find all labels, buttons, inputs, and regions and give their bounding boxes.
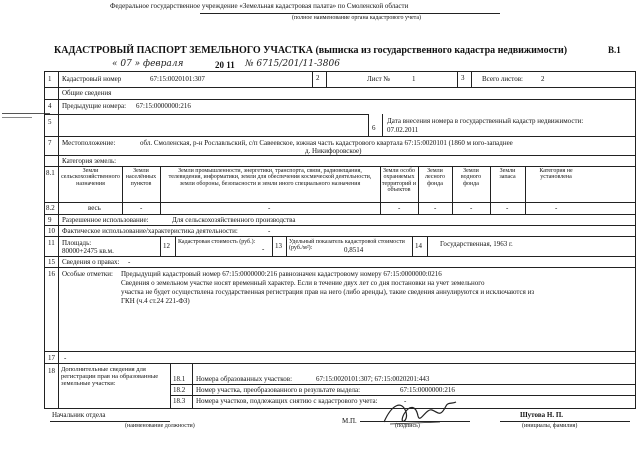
signature-note: (подпись): [395, 423, 420, 429]
special-marks-label: Особые отметки:: [62, 270, 113, 278]
agency-note: (полное наименование органа кадастрового учета): [292, 15, 422, 21]
item-18-1-value: 67:15:0020101:307; 67:15:0020201:443: [316, 375, 430, 383]
general-title: Общие сведения: [62, 89, 112, 97]
handwritten-number: № 6715/201/11-3806: [245, 59, 340, 69]
position-note: (наименование должности): [125, 423, 195, 429]
agency-name: Федеральное государственное учреждение «Земельная кадастровая палата» по Смоленской области: [110, 2, 409, 10]
total-value: 2: [541, 75, 545, 83]
category-values-num: 8.2: [46, 204, 55, 212]
row15-num: 15: [48, 258, 55, 266]
category-header-settlements: Земли населённых пунктов: [125, 168, 157, 187]
special-marks-line2: Сведения о земельном участке носят временный характер. Если в течение двух лет со дня постановки на учет земельного: [121, 279, 485, 287]
item-18-2-value: 67:15:0000000:216: [400, 386, 455, 394]
specific-cost-value: 0,8514: [344, 246, 364, 254]
sheet-value: 1: [412, 75, 416, 83]
cadastral-label: Кадастровый номер: [62, 75, 122, 83]
row18-num: 18: [48, 367, 55, 375]
row5-num: 5: [48, 118, 52, 126]
additional-info-label: Дополнительные сведения для регистрации прав на образованные земельные участки:: [61, 366, 159, 387]
year: 20 11: [215, 60, 235, 70]
category-value-water: -: [470, 204, 473, 212]
row1-num: 1: [48, 75, 52, 83]
name-note: (инициалы, фамилия): [522, 423, 578, 429]
category-value-agricultural: весь: [88, 204, 101, 212]
special-marks-line1: Предыдущий кадастровый номер 67:15:0000000:216 равнозначен кадастровому номеру 67:15:0000000:0216: [121, 270, 442, 278]
area-label: Площадь:: [62, 239, 92, 247]
row17-num: 17: [48, 354, 55, 362]
registration-date-label: Дата внесения номера в государственный кадастр недвижимости:: [387, 117, 584, 125]
category-header-protected: Земли особо охраняемых территорий и объектов: [381, 168, 417, 193]
item-18-1-label: Номера образованных участков:: [196, 375, 293, 383]
item-18-3-num: 18.3: [173, 397, 186, 405]
category-header-reserve: Земли запаса: [499, 168, 516, 181]
official-name: Шутова Н. П.: [520, 411, 564, 419]
specific-cost-label: Удельный показатель кадастровой стоимости (руб./м²):: [289, 239, 405, 252]
rights-label: Сведения о правах:: [62, 258, 120, 266]
special-marks-line3: участка не будет осуществлена государственная регистрация прав на него (либо аренды), такие сведения аннулируются и исключаются из: [121, 288, 535, 296]
stamp-place: М.П.: [342, 417, 357, 425]
category-header-agricultural: Земли сельскохозяйственного назначения: [61, 168, 120, 187]
category-value-reserve: -: [506, 204, 509, 212]
official-position: Начальник отдела: [52, 411, 106, 419]
row14-num: 14: [415, 242, 422, 250]
location-line2: д. Никифоровское): [305, 147, 362, 155]
item-18-3-label: Номера участков, подлежащих снятию с кадастрового учета:: [196, 397, 378, 405]
item-18-3-value: -: [404, 397, 407, 405]
row11-num: 11: [48, 239, 55, 247]
document-title: КАДАСТРОВЫЙ ПАСПОРТ ЗЕМЕЛЬНОГО УЧАСТКА (выписка из государственного кадастра недвижимости): [54, 45, 568, 56]
signature: [380, 396, 460, 428]
form-code: В.1: [608, 45, 621, 55]
item-18-2-num: 18.2: [173, 386, 186, 394]
area-value: 80000+2475 кв.м.: [62, 247, 114, 255]
category-value-undefined: -: [555, 204, 558, 212]
location-label: Местоположение:: [62, 139, 116, 147]
category-label: Категория земель:: [62, 157, 117, 165]
rights-value: -: [128, 258, 131, 266]
row9-num: 9: [48, 216, 52, 224]
category-value-forest: -: [434, 204, 437, 212]
row10-num: 10: [48, 227, 55, 235]
category-row-num: 8.1: [46, 169, 55, 177]
actual-use-label: Фактическое использование/характеристика деятельности:: [62, 227, 238, 235]
actual-use-value: -: [268, 227, 271, 235]
location-line1: обл. Смоленская, р-н Рославльский, с/п Савеевское, южная часть кадастрового квартала 67:15:0020101 (1860 м юго-западнее: [140, 139, 513, 147]
previous-numbers-label: Предыдущие номера:: [62, 102, 127, 110]
row7-num: 7: [48, 139, 52, 147]
cadastral-number: 67:15:0020101:307: [150, 75, 205, 83]
row4-num: 4: [48, 102, 52, 110]
previous-numbers-value: 67:15:0000000:216: [136, 102, 191, 110]
category-header-industry: Земли промышленности, энергетики, транспорта, связи, радиовещания, телевидения, информатики, земли для обеспечения космической деятельности, земли обороны, безопасности и земли иного специального назначения: [168, 168, 372, 187]
permitted-use-label: Разрешенное использование:: [62, 216, 149, 224]
sheet-label: Лист №: [367, 75, 391, 83]
total-label: Всего листов:: [482, 75, 523, 83]
row3-num: 3: [461, 74, 465, 82]
category-header-water: Земли водного фонда: [460, 168, 482, 187]
row13-num: 13: [275, 242, 282, 250]
special-marks-line4: ГКН (ч.4 ст.24 221-ФЗ): [121, 297, 190, 305]
cadastral-cost-label: Кадастровая стоимость (руб.):: [178, 239, 256, 245]
cadastral-cost-value: -: [262, 245, 265, 253]
category-value-protected: -: [398, 204, 401, 212]
category-header-forest: Земли лесного фонда: [425, 168, 445, 187]
item-18-2-label: Номер участка, преобразованного в результате выдела:: [196, 386, 361, 394]
item-18-1-num: 18.1: [173, 375, 186, 383]
category-value-settlements: -: [140, 204, 143, 212]
row17-value: -: [64, 354, 67, 362]
registration-date-value: 07.02.2011: [387, 126, 419, 134]
row2-num: 2: [316, 74, 320, 82]
row6-num: 6: [372, 124, 376, 132]
row12-num: 12: [163, 242, 170, 250]
handwritten-date: « 07 » февраля: [112, 59, 184, 69]
permitted-use-value: Для сельскохозяйственного производства: [172, 216, 296, 224]
category-value-industry: -: [268, 204, 271, 212]
coordinate-system: Государственная, 1963 г.: [440, 240, 513, 248]
category-header-undefined: Категория не установлена: [539, 168, 573, 181]
row16-num: 16: [48, 270, 55, 278]
